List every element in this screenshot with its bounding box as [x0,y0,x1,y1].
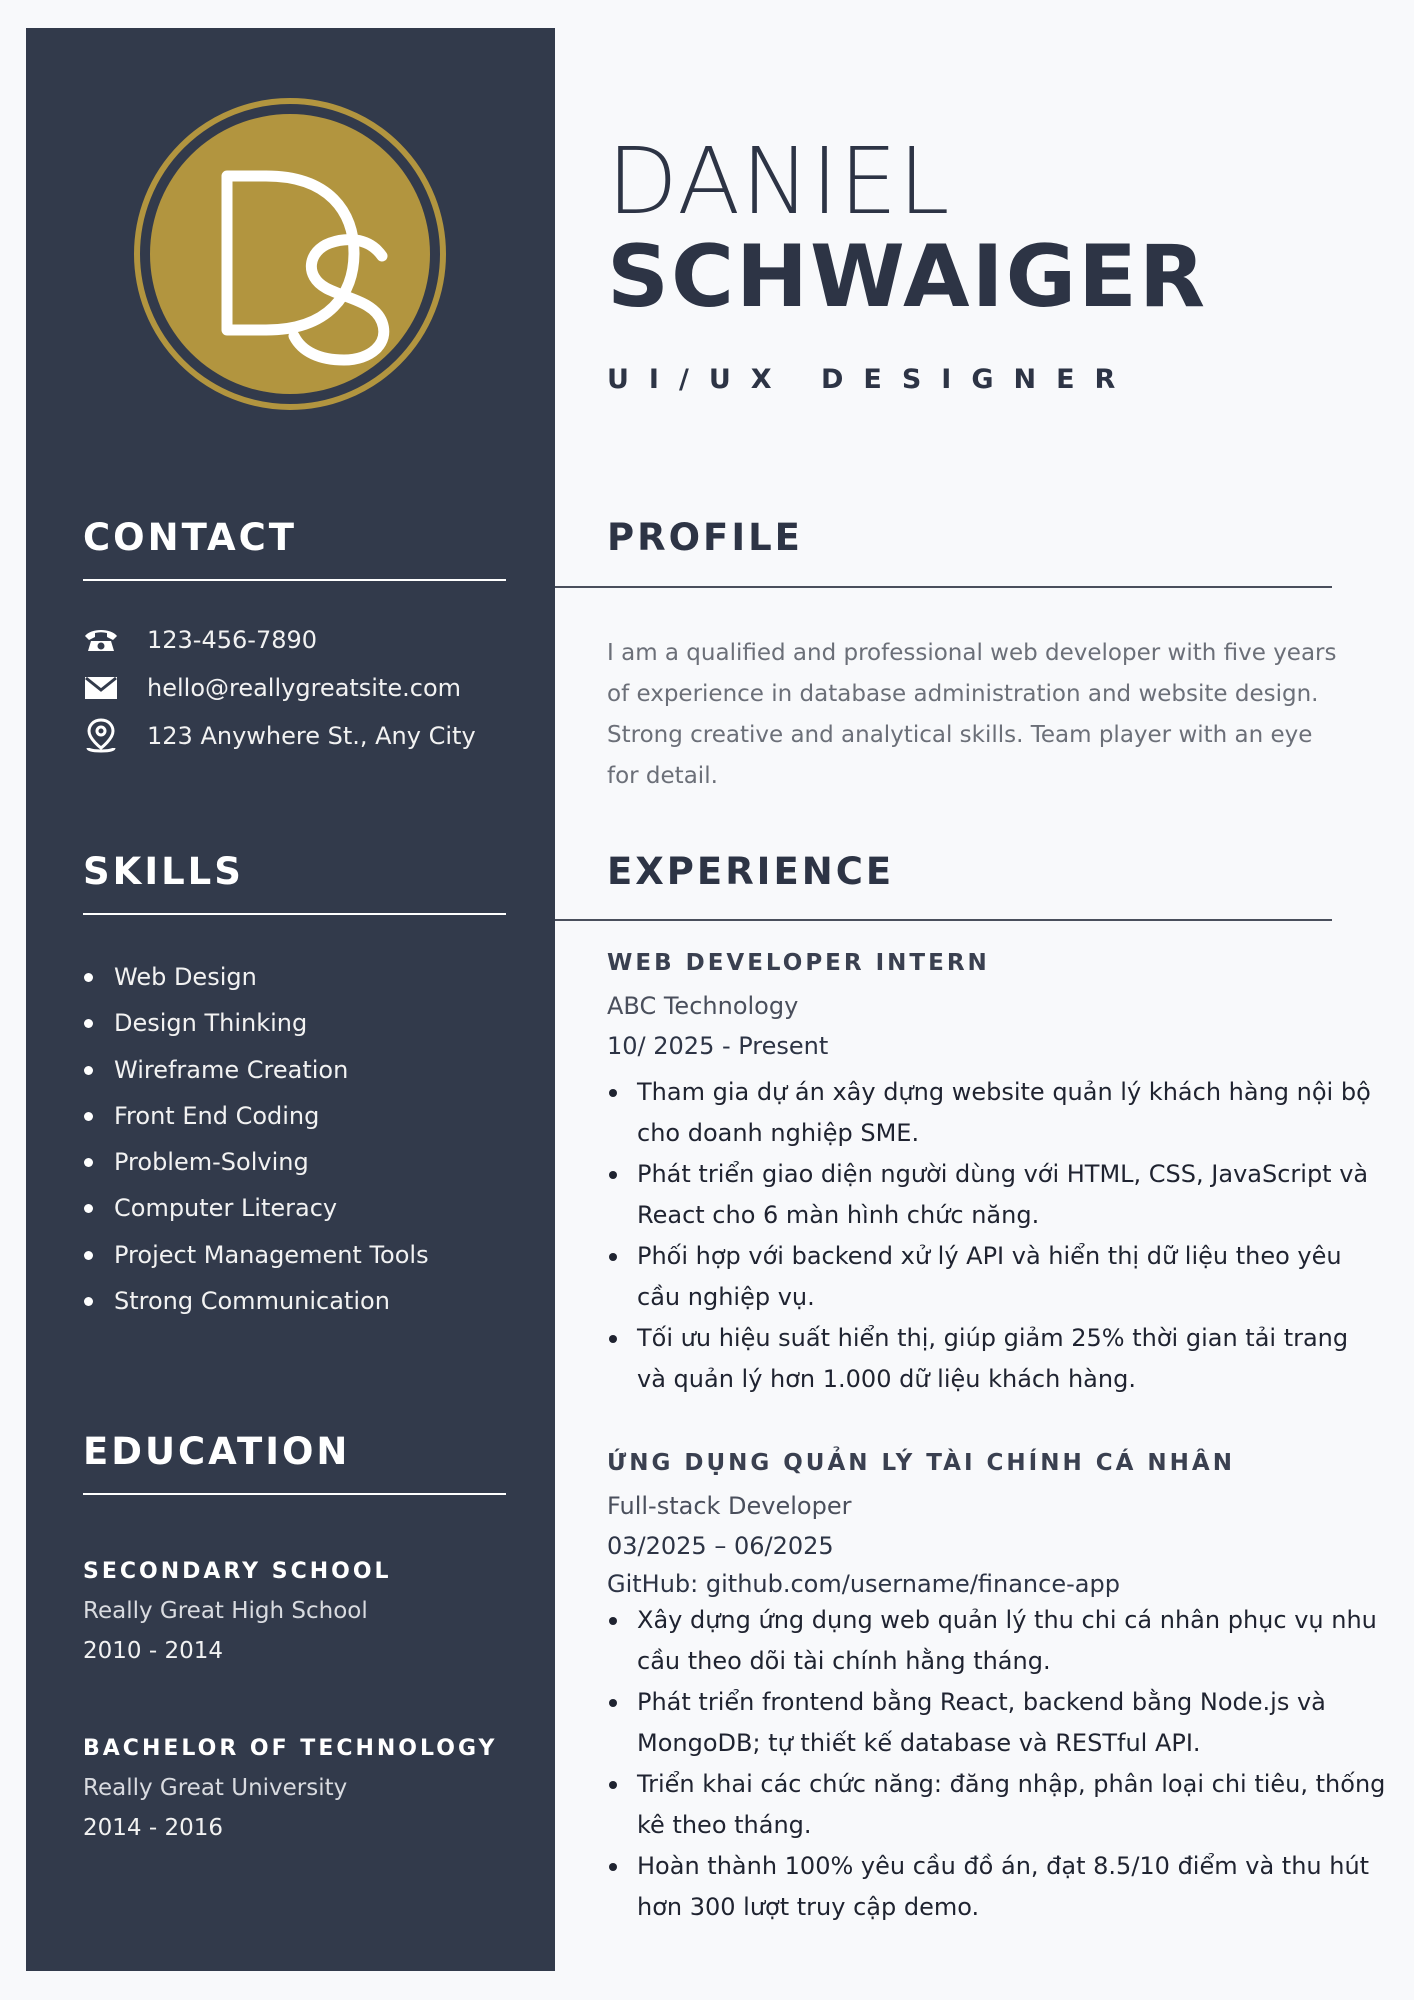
first-name: DANIEL [607,128,951,235]
job-period: 10/ 2025 - Present [607,1032,829,1060]
contact-email-text[interactable]: hello@reallygreatsite.com [147,674,462,702]
contact-heading: CONTACT [83,516,297,559]
job-bullets [607,1072,1377,1400]
contact-address-text: 123 Anywhere St., Any City [147,722,476,750]
skills-list [83,962,506,1332]
education-entry [83,1559,506,1664]
job-company: ABC Technology [607,992,799,1020]
skill-item: Problem-Solving [83,1147,506,1193]
experience-project [607,1450,1387,1928]
contact-section [83,516,506,769]
education-divider [83,1493,506,1495]
last-name: SCHWAIGER [607,227,1208,327]
job-bullet: Hoàn thành 100% yêu cầu đồ án, đạt 8.5/10 điểm và thu hút hơn 300 lượt truy cập demo. [607,1846,1387,1928]
education-years: 2010 - 2014 [83,1638,223,1664]
experience-section [607,850,1367,893]
education-heading: EDUCATION [83,1430,351,1473]
job-role: UI/UX DESIGNER [607,364,1136,395]
profile-heading: PROFILE [607,516,803,559]
job-bullet: Phát triển frontend bằng React, backend bằng Node.js và MongoDB; tự thiết kế database và RESTful API. [607,1682,1387,1764]
job-period: 03/2025 – 06/2025 [607,1532,834,1560]
contact-phone-text[interactable]: 123-456-7890 [147,626,318,654]
skill-item: Web Design [83,962,506,1008]
job-bullet: Tham gia dự án xây dựng website quản lý khách hàng nội bộ cho doanh nghiệp SME. [607,1072,1377,1154]
contact-divider [83,579,506,581]
contact-phone [83,625,506,655]
education-title: BACHELOR OF TECHNOLOGY [83,1736,498,1761]
contact-address [83,721,506,751]
education-title: SECONDARY SCHOOL [83,1559,392,1584]
phone-icon [83,625,119,655]
education-section [83,1430,506,1841]
job-bullet: Phối hợp với backend xử lý API và hiển thị dữ liệu theo yêu cầu nghiệp vụ. [607,1236,1377,1318]
skill-item: Strong Communication [83,1286,506,1332]
logo-monogram-text: DS [134,98,136,99]
header [607,128,1367,395]
job-company: Full-stack Developer [607,1492,852,1520]
job-title: WEB DEVELOPER INTERN [607,950,990,976]
contact-email [83,673,506,703]
job-bullets [607,1600,1387,1928]
skill-item: Wireframe Creation [83,1055,506,1101]
skill-item: Design Thinking [83,1008,506,1054]
education-years: 2014 - 2016 [83,1815,223,1841]
education-school: Really Great High School [83,1598,368,1624]
profile-section [607,516,1367,559]
location-pin-icon [83,721,119,751]
job-bullet: Triển khai các chức năng: đăng nhập, phân loại chi tiêu, thống kê theo tháng. [607,1764,1387,1846]
skills-divider [83,913,506,915]
job-bullet: Tối ưu hiệu suất hiển thị, giúp giảm 25% thời gian tải trang và quản lý hơn 1.000 dữ liệu khách hàng. [607,1318,1377,1400]
job-bullet: Xây dựng ứng dụng web quản lý thu chi cá nhân phục vụ nhu cầu theo dõi tài chính hằng tháng. [607,1600,1387,1682]
skills-section [83,850,506,1332]
monogram-logo [134,98,446,410]
job-bullet: Phát triển giao diện người dùng với HTML, CSS, JavaScript và React cho 6 màn hình chức năng. [607,1154,1377,1236]
experience-job [607,950,1377,1400]
profile-text: I am a qualified and professional web developer with five years of experience in database administration and website design. Strong creative and analytical skills. Team player with an eye for detail. [607,640,1337,789]
skills-heading: SKILLS [83,850,244,893]
education-entry [83,1736,506,1841]
profile-divider [555,586,1332,588]
skill-item: Computer Literacy [83,1193,506,1239]
job-title: ỨNG DỤNG QUẢN LÝ TÀI CHÍNH CÁ NHÂN [607,1450,1235,1476]
github-link[interactable]: GitHub: github.com/username/finance-app [607,1570,1120,1598]
skill-item: Project Management Tools [83,1240,506,1286]
skill-item: Front End Coding [83,1101,506,1147]
education-school: Really Great University [83,1775,348,1801]
experience-divider [555,919,1332,921]
profile-body [607,633,1347,797]
experience-heading: EXPERIENCE [607,850,895,893]
mail-icon [83,673,119,703]
